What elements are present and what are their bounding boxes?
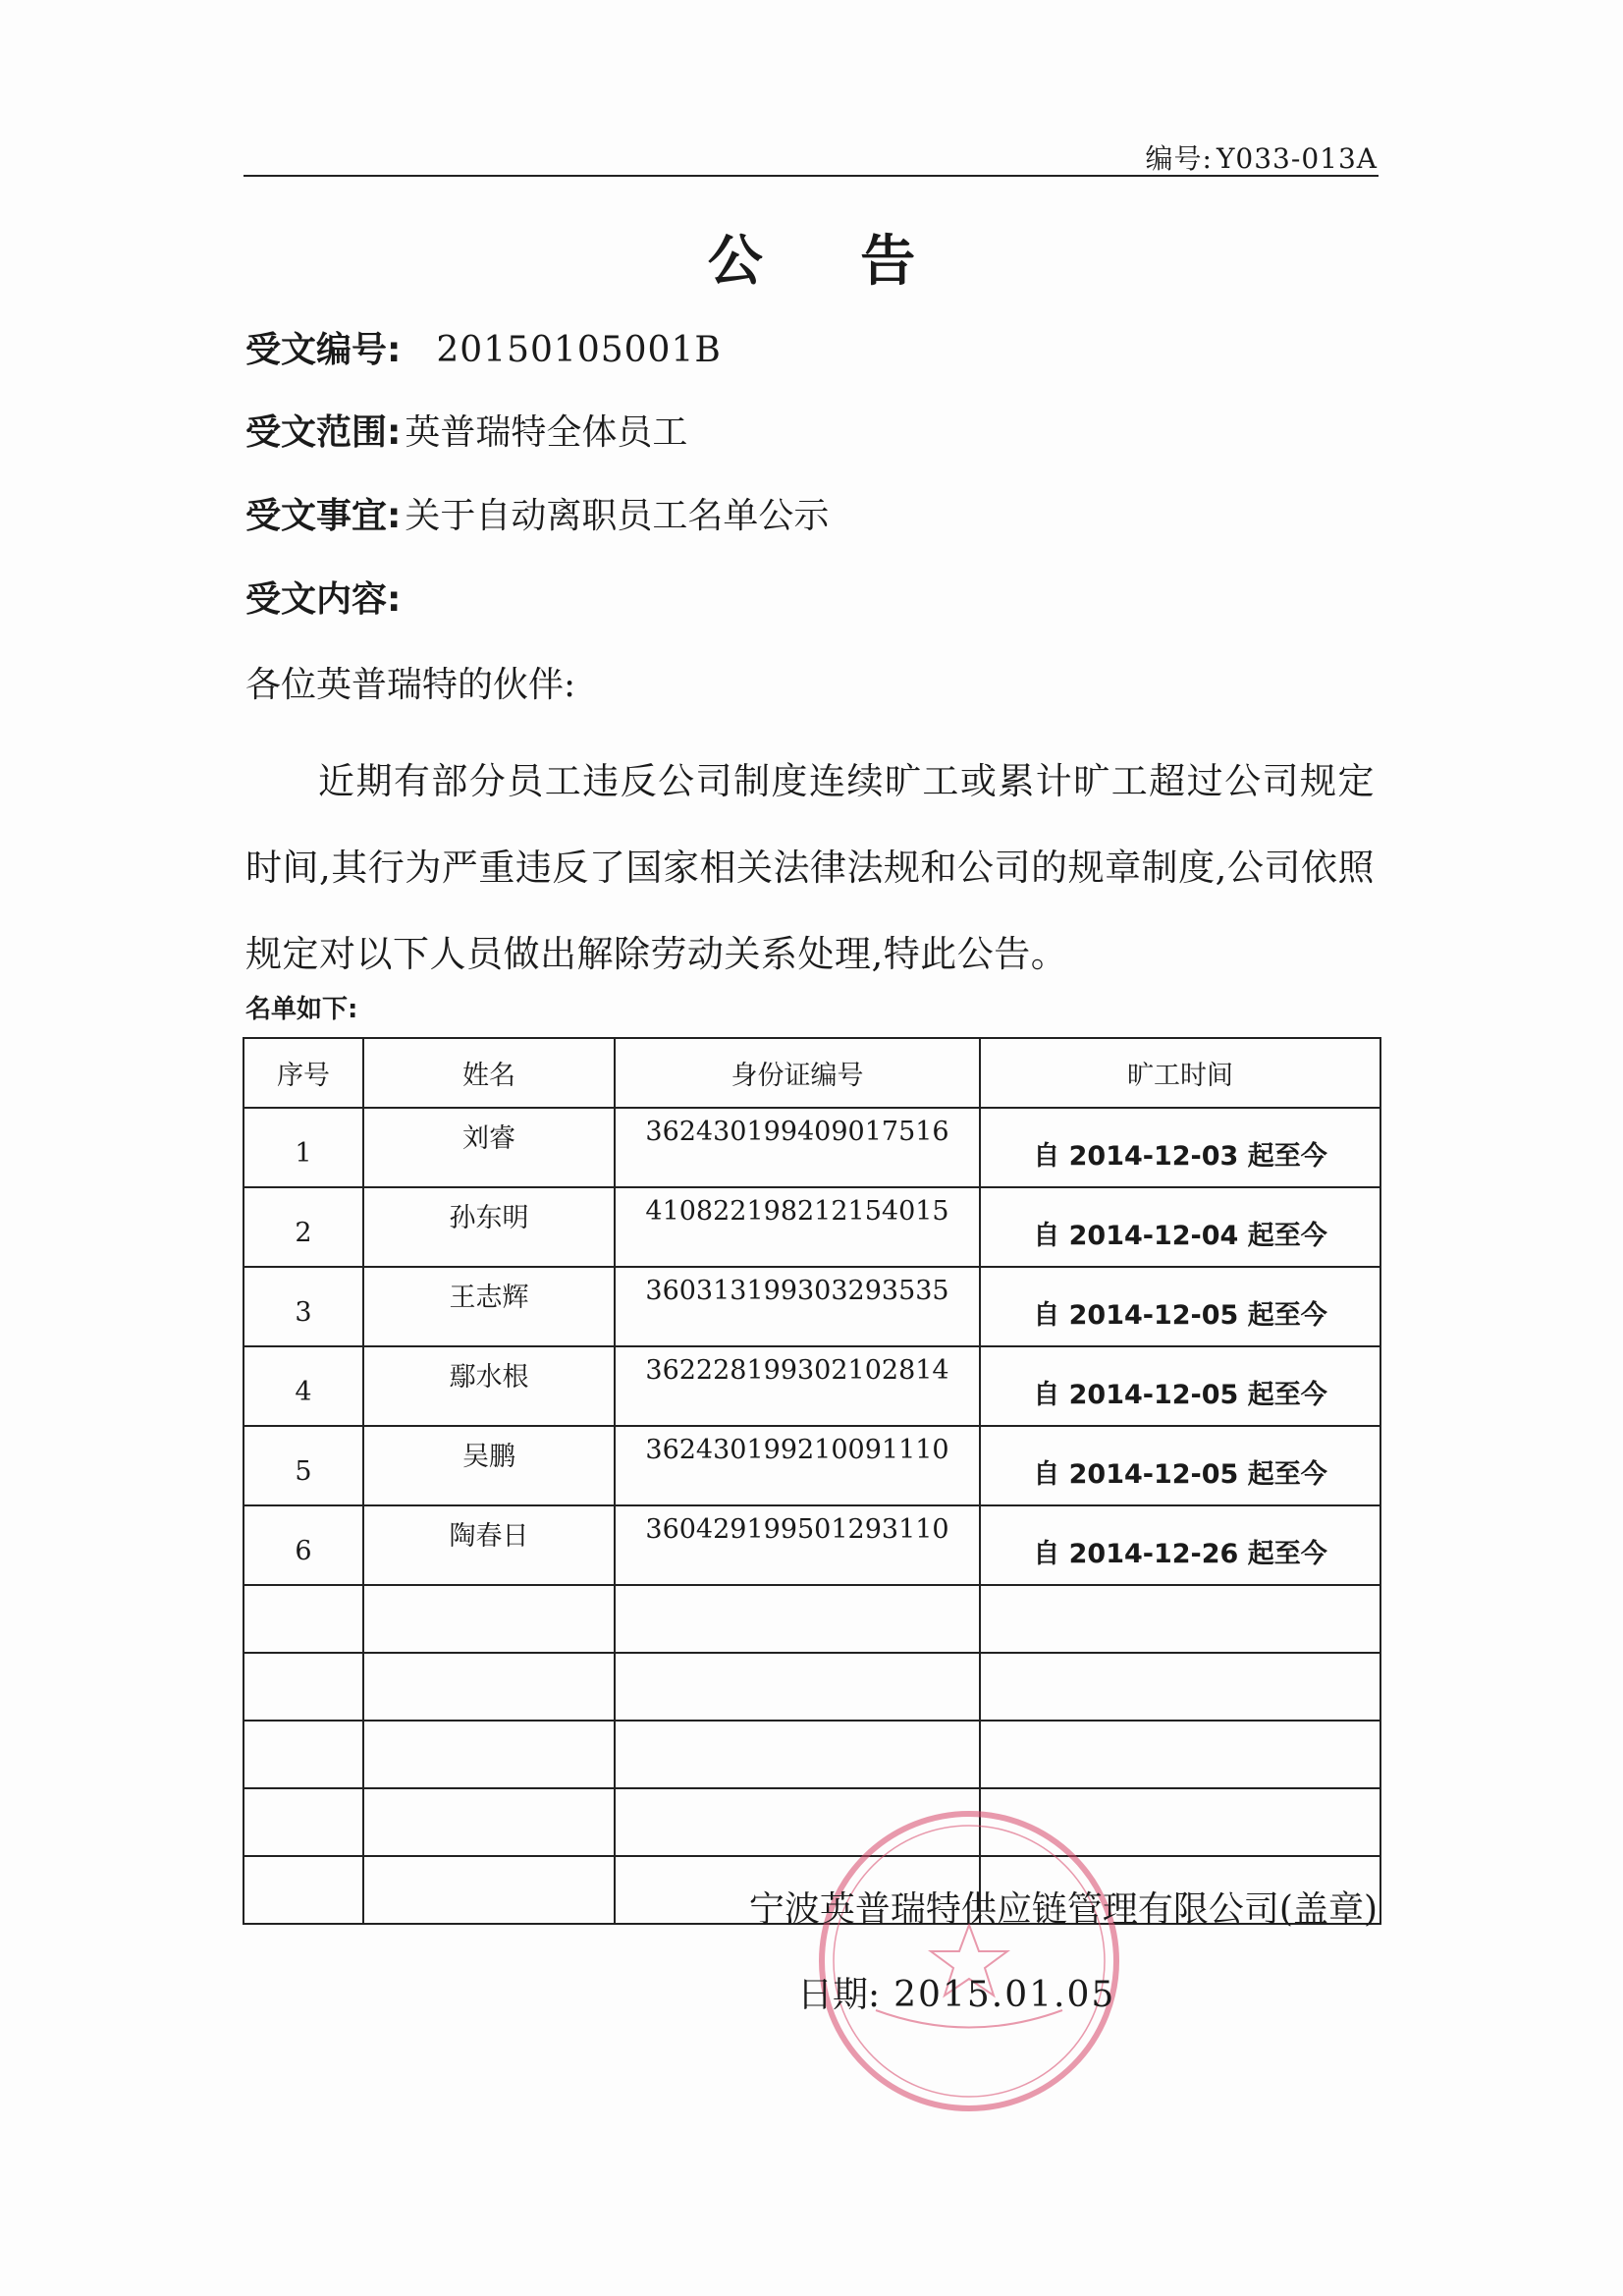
cell-id: 360429199501293110 <box>615 1505 980 1585</box>
signature-date <box>797 1967 1115 2017</box>
company-signature: 宁波英普瑞特供应链管理有限公司(盖章) <box>748 1889 1378 1930</box>
table-row-empty <box>243 1585 1380 1653</box>
table-row-empty <box>243 1788 1380 1856</box>
cell-id: 362228199302102814 <box>615 1346 980 1426</box>
field-scope-value: 英普瑞特全体员工 <box>405 412 688 453</box>
cell-name: 陶春日 <box>363 1505 615 1585</box>
cell-id: 360313199303293535 <box>615 1267 980 1346</box>
salutation: 各位英普瑞特的伙伴: <box>245 665 576 705</box>
cell-period: 自 2014-12-05 起至今 <box>980 1426 1380 1505</box>
cell-seq: 6 <box>243 1505 363 1585</box>
table-header-row <box>243 1038 1380 1108</box>
cell-name: 吴鹏 <box>363 1426 615 1505</box>
table-row-empty <box>243 1721 1380 1788</box>
document-number-value: Y033-013A <box>1216 142 1378 175</box>
cell-period: 自 2014-12-26 起至今 <box>980 1505 1380 1585</box>
field-doc-no-value: 20150105001B <box>436 330 722 370</box>
body-paragraph: 近期有部分员工违反公司制度连续旷工或累计旷工超过公司规定时间,其行为严重违反了国家相关法律法规和公司的规章制度,公司依照规定对以下人员做出解除劳动关系处理,特此公告。 <box>245 760 1375 975</box>
document-number-label: 编号: <box>1145 142 1213 175</box>
field-content-label: 受文内容: <box>245 579 402 620</box>
cell-id: 362430199210091110 <box>615 1426 980 1505</box>
cell-id: 410822198212154015 <box>615 1187 980 1267</box>
table-row <box>243 1426 1380 1505</box>
cell-name: 王志辉 <box>363 1267 615 1346</box>
cell-id: 362430199409017516 <box>615 1108 980 1187</box>
field-subject <box>245 488 829 538</box>
field-doc-no <box>245 322 722 372</box>
header-id: 身份证编号 <box>615 1038 980 1108</box>
field-subject-value: 关于自动离职员工名单公示 <box>405 496 830 536</box>
table-row-empty <box>243 1653 1380 1721</box>
date-value: 2015.01.05 <box>893 1975 1116 2015</box>
roster-table <box>243 1037 1381 1925</box>
date-label: 日期: <box>797 1975 881 2015</box>
cell-period: 自 2014-12-05 起至今 <box>980 1346 1380 1426</box>
list-label: 名单如下: <box>245 995 358 1024</box>
table-row <box>243 1505 1380 1585</box>
header-rule <box>243 175 1379 177</box>
cell-name: 刘睿 <box>363 1108 615 1187</box>
field-content <box>245 572 401 622</box>
cell-seq: 4 <box>243 1346 363 1426</box>
cell-period: 自 2014-12-03 起至今 <box>980 1108 1380 1187</box>
field-subject-label: 受文事宜: <box>245 496 402 536</box>
cell-seq: 3 <box>243 1267 363 1346</box>
cell-name: 鄢水根 <box>363 1346 615 1426</box>
cell-name: 孙东明 <box>363 1187 615 1267</box>
header-name: 姓名 <box>363 1038 615 1108</box>
document-number <box>1146 137 1379 177</box>
table-row <box>243 1108 1380 1187</box>
cell-period: 自 2014-12-05 起至今 <box>980 1267 1380 1346</box>
cell-seq: 5 <box>243 1426 363 1505</box>
header-seq: 序号 <box>243 1038 363 1108</box>
field-scope <box>245 405 687 455</box>
table-row <box>243 1346 1380 1426</box>
header-period: 旷工时间 <box>980 1038 1380 1108</box>
table-row <box>243 1267 1380 1346</box>
field-scope-label: 受文范围: <box>245 412 402 453</box>
cell-period: 自 2014-12-04 起至今 <box>980 1187 1380 1267</box>
field-doc-no-label: 受文编号: <box>245 330 402 370</box>
cell-seq: 2 <box>243 1187 363 1267</box>
table-row <box>243 1187 1380 1267</box>
page-title: 公 告 <box>707 229 955 294</box>
cell-seq: 1 <box>243 1108 363 1187</box>
